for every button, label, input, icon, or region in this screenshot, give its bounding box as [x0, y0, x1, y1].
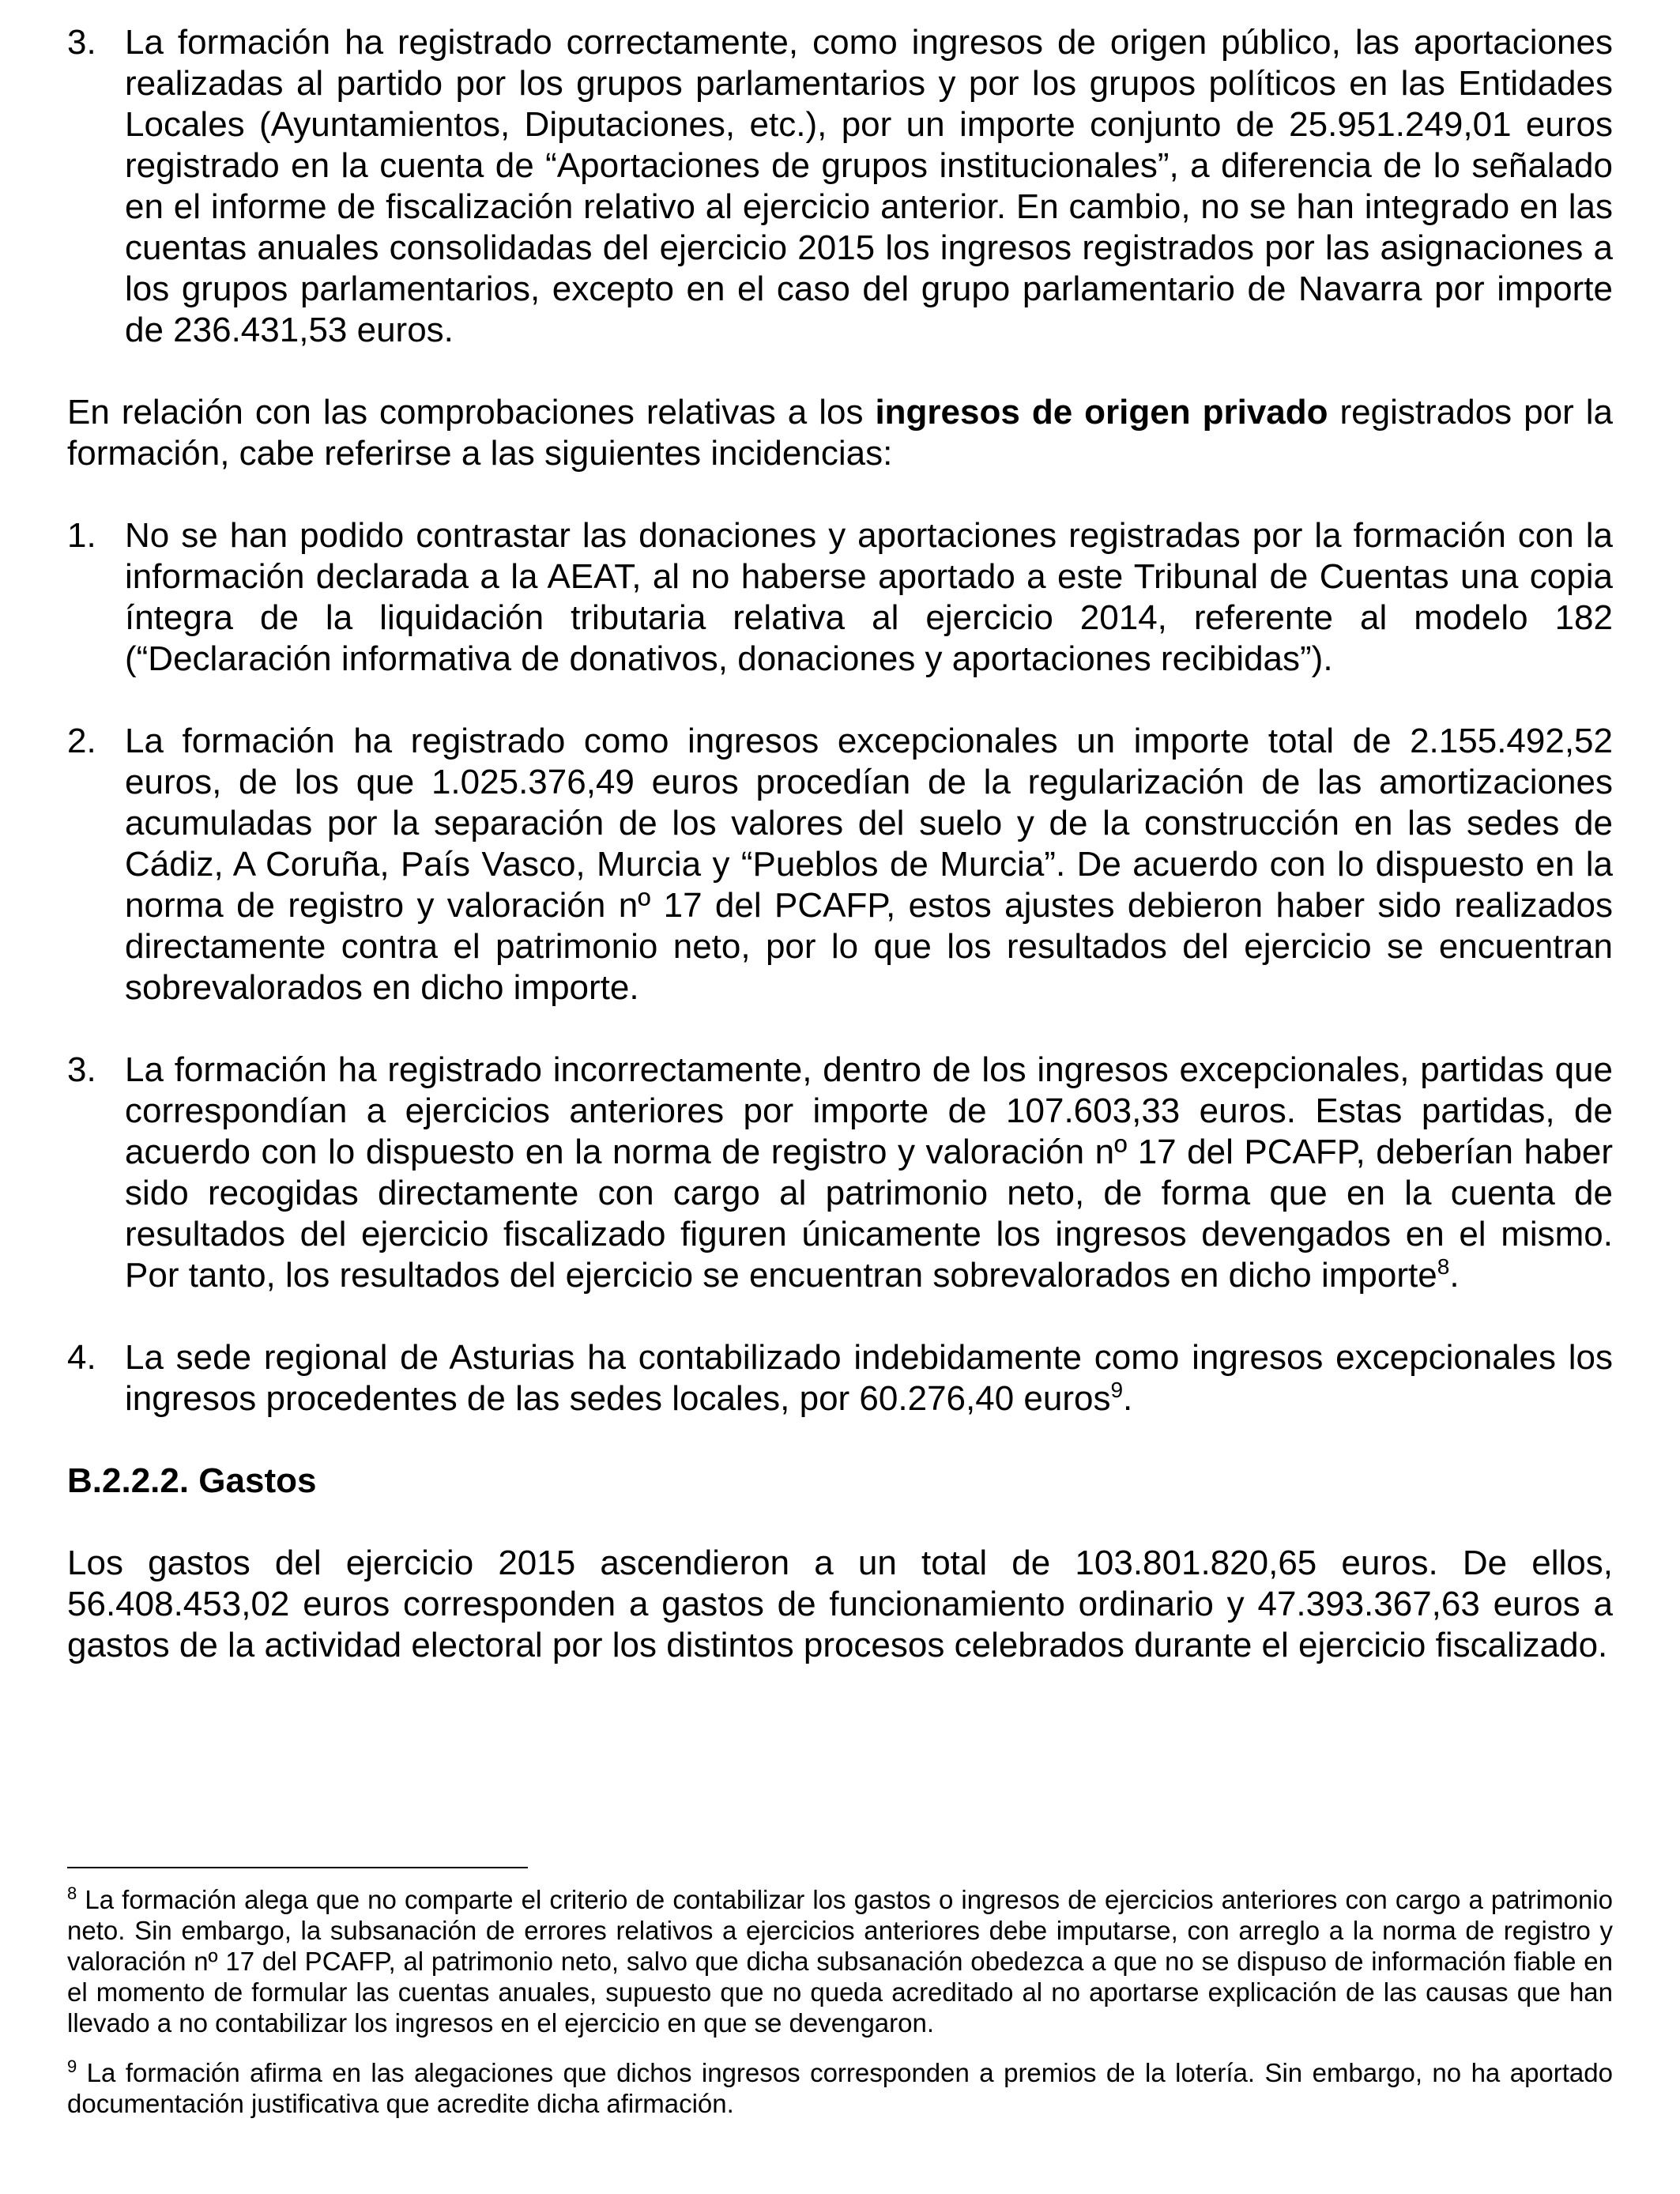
private-income-intro: En relación con las comprobaciones relativas a los ingresos de origen privado registrados por la formación, cabe referirse a las siguientes incidencias: [67, 393, 1614, 473]
list-number: 4. [67, 1338, 96, 1377]
footnote-9: $^9$ La formación afirma en las alegaciones que dichos ingresos corresponden a premios de la lotería. Sin embargo, no ha aportado documentación justificativa que acredite dicha afirmación. [67, 2056, 1613, 2118]
gastos-paragraph: Los gastos del ejercicio 2015 ascendieron a un total de 103.801.820,65 euros. De ellos, 56.408.453,02 euros corresponden a gastos de funcionamiento ordinario y 47.393.367,63 euros a gastos de la actividad electoral por los distintos procesos celebrados durante el ejercicio fiscalizado. [67, 1544, 1613, 1664]
footnote-ref-9[interactable]: 9 [1110, 1378, 1124, 1402]
list-number: 2. [67, 722, 96, 760]
bold-term: ingresos de origen privado [875, 393, 1328, 432]
list-item-private-4 [67, 1337, 1613, 1419]
footnote-number: 8 [67, 1883, 77, 1903]
list-text: La sede regional de Asturias ha contabilizado indebidamente como ingresos excepcionales los ingresos procedentes de las sedes locales, por 60.276,40 euros$^9$. [125, 1338, 1613, 1418]
footnotes [67, 1867, 1613, 2119]
footnote-separator [67, 1867, 528, 1868]
section-heading: B.2.2.2. Gastos [67, 1461, 317, 1500]
list-number: 3. [67, 1050, 96, 1089]
document-body [67, 22, 1613, 1666]
list-item-private-3 [67, 1050, 1613, 1296]
list-number: 1. [67, 516, 96, 555]
list-text: No se han podido contrastar las donaciones y aportaciones registradas por la formación con la información declarada a la AEAT, al no haberse aportado a este Tribunal de Cuentas una copia íntegra de la liquidación tributaria relativa al ejercicio 2014, referente al modelo 182 (“Declaración informativa de donativos, donaciones y aportaciones recibidas”). [125, 516, 1613, 678]
footnote-number: 9 [67, 2056, 77, 2076]
list-text: La formación ha registrado como ingresos excepcionales un importe total de 2.155.492,52 euros, de los que 1.025.376,49 euros procedían de la regularización de las amortizaciones acumuladas por la separación de los valores del suelo y de la construcción en las sedes de Cádiz, A Coruña, País Vasco, Murcia y “Pueblos de Murcia”. De acuerdo con lo dispuesto en la norma de registro y valoración nº 17 del PCAFP, estos ajustes debieron haber sido realizados directamente contra el patrimonio neto, por lo que los resultados del ejercicio se encuentran sobrevalorados en dicho importe. [125, 722, 1613, 1007]
list-text: La formación ha registrado correctamente, como ingresos de origen público, las aportaciones realizadas al partido por los grupos parlamentarios y por los grupos políticos en las Entidades Locales (Ayuntamientos, Diputaciones, etc.), por un importe conjunto de 25.951.249,01 euros registrado en la cuenta de “Aportaciones de grupos institucionales”, a diferencia de lo señalado en el informe de fiscalización relativo al ejercicio anterior. En cambio, no se han integrado en las cuentas anuales consolidadas del ejercicio 2015 los ingresos registrados por las asignaciones a los grupos parlamentarios, excepto en el caso del grupo parlamentario de Navarra por importe de 236.431,53 euros. [125, 23, 1613, 349]
list-item-public-3 [67, 22, 1613, 351]
footnote-ref-8[interactable]: 8 [1437, 1254, 1450, 1279]
list-text: La formación ha registrado incorrectamente, dentro de los ingresos excepcionales, partidas que correspondían a ejercicios anteriores por importe de 107.603,33 euros. Estas partidas, de acuerdo con lo dispuesto en la norma de registro y valoración nº 17 del PCAFP, deberían haber sido recogidas directamente con cargo al patrimonio neto, de forma que en la cuenta de resultados del ejercicio fiscalizado figuren únicamente los ingresos devengados en el mismo. Por tanto, los resultados del ejercicio se encuentran sobrevalorados en dicho importe$^8$. [125, 1050, 1613, 1295]
list-item-private-2 [67, 721, 1613, 1008]
list-number: 3. [67, 23, 96, 62]
footnote-8: $^8$ La formación alega que no comparte el criterio de contabilizar los gastos o ingresos de ejercicios anteriores con cargo a patrimonio neto. Sin embargo, la subsanación de errores relativos a ejercicios anteriores debe imputarse, con arreglo a la norma de registro y valoración nº 17 del PCAFP, al patrimonio neto, salvo que dicha subsanación obedezca a que no se dispuso de información fiable en el momento de formular las cuentas anuales, supuesto que no queda acreditado al no aportarse explicación de las causas que han llevado a no contabilizar los ingresos en el ejercicio en que se devengaron. [67, 1883, 1613, 2038]
list-item-private-1 [67, 515, 1613, 680]
